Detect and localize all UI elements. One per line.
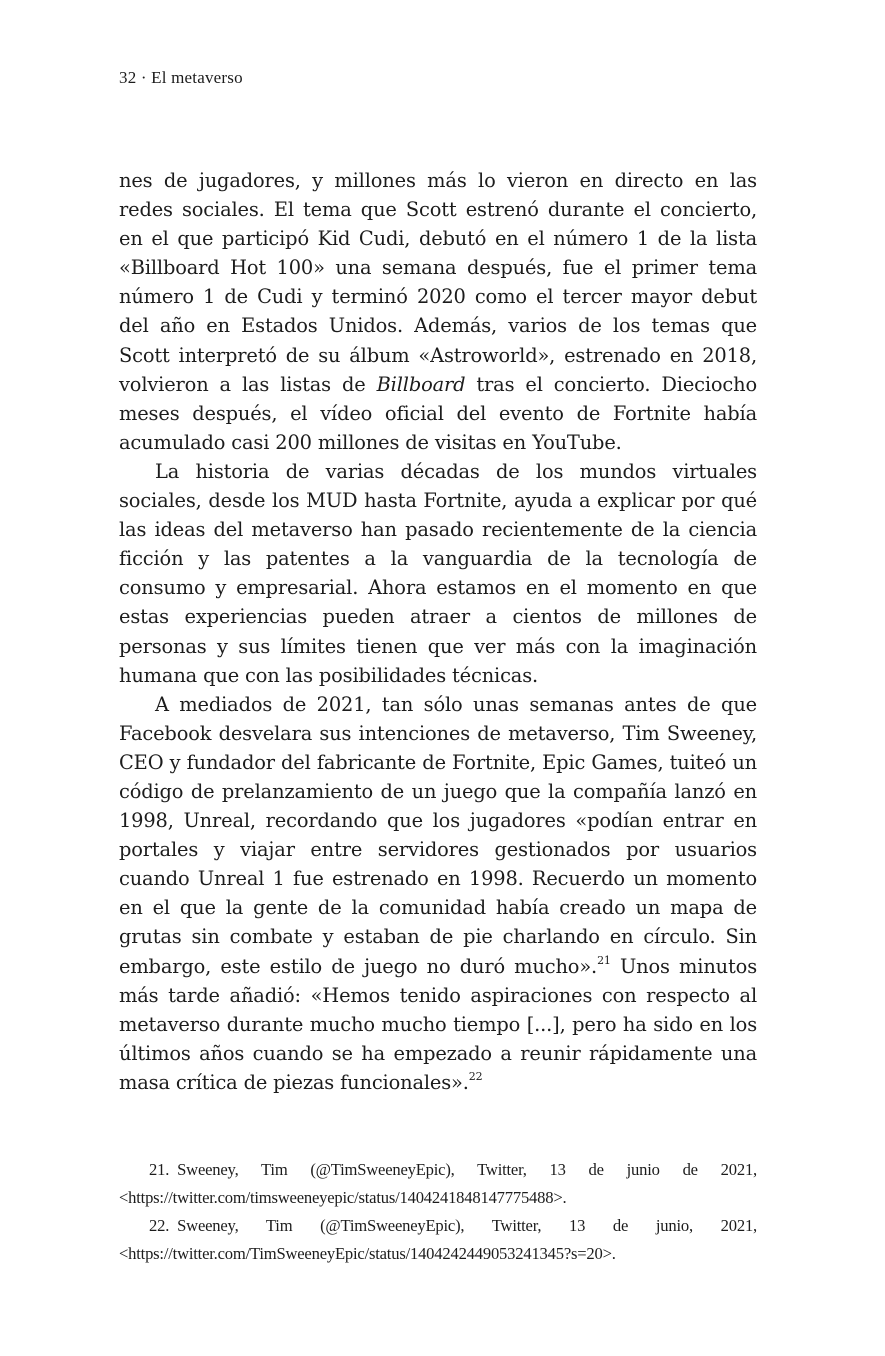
footnote bbox=[119, 1212, 757, 1268]
paragraph bbox=[119, 690, 757, 1097]
footnote-reference: 22 bbox=[468, 1070, 483, 1084]
running-head: 32 · El metaverso bbox=[119, 68, 243, 87]
paragraph-text: A mediados de 2021, tan sólo unas semanas antes de que Facebook desvelara sus intenciones de metaverso, Tim Sweeney, CEO y fundador del fabricante de Fortnite, Epic Games, tuiteó un código de prelanzamiento de un juego que la compañía lanzó en 1998, Unreal, recordando que los jugadores «podían entrar en portales y viajar entre servidores gestionados por usuarios cuando Unreal 1 fue estrenado en 1998. Recuerdo un momento en el que la gente de la comunidad había creado un mapa de grutas sin combate y estaban de pie charlando en círculo. Sin embargo, este estilo de juego no duró mucho». bbox=[119, 692, 757, 978]
paragraph-text: tras el concierto. Dieciocho meses después, el vídeo oficial del evento de Fortnite había acumulado casi 200 millones de visitas en YouTube. bbox=[119, 372, 757, 454]
paragraph-text: Unos minutos más tarde añadió: «Hemos tenido aspiraciones con respecto al metaverso durante mucho mucho tiempo [...], pero ha sido en los últimos años cuando se ha empezado a reunir rápidamente una masa crítica de piezas funcionales». bbox=[119, 954, 757, 1094]
footnote-number: 21. bbox=[149, 1160, 170, 1179]
footnote-text: Sweeney, Tim (@TimSweeneyEpic), Twitter, 13 de junio de 2021, <https://twitter.com/timsweeneyepic/status/1404241848147775488>. bbox=[119, 1160, 757, 1207]
footnote-reference: 21 bbox=[597, 954, 611, 968]
footnote-text: Sweeney, Tim (@TimSweeneyEpic), Twitter, 13 de junio, 2021, <https://twitter.com/TimSweeneyEpic/status/1404242449053241345?s=20>. bbox=[119, 1216, 757, 1263]
footnote bbox=[119, 1156, 757, 1212]
footnote-number: 22. bbox=[149, 1216, 170, 1235]
italic-title: Billboard bbox=[376, 372, 466, 396]
paragraph-continuation bbox=[119, 166, 757, 457]
body-text bbox=[119, 166, 757, 1097]
paragraph: La historia de varias décadas de los mundos virtuales sociales, desde los MUD hasta Fortnite, ayuda a explicar por qué las ideas del metaverso han pasado recientemente de la ciencia ficción y las patentes a la vanguardia de la tecnología de consumo y empresarial. Ahora estamos en el momento en que estas experiencias pueden atraer a cientos de millones de personas y sus límites tienen que ver más con la imaginación humana que con las posibilidades técnicas. bbox=[119, 459, 757, 687]
footnotes bbox=[119, 1156, 757, 1268]
paragraph-text: nes de jugadores, y millones más lo vieron en directo en las redes sociales. El tema que Scott estrenó durante el concierto, en el que participó Kid Cudi, debutó en el número 1 de la lista «Billboard Hot 100» una semana después, fue el primer tema número 1 de Cudi y terminó 2020 como el tercer mayor debut del año en Estados Unidos. Además, varios de los temas que Scott interpretó de su álbum «Astroworld», estrenado en 2018, volvieron a las listas de bbox=[119, 169, 757, 396]
